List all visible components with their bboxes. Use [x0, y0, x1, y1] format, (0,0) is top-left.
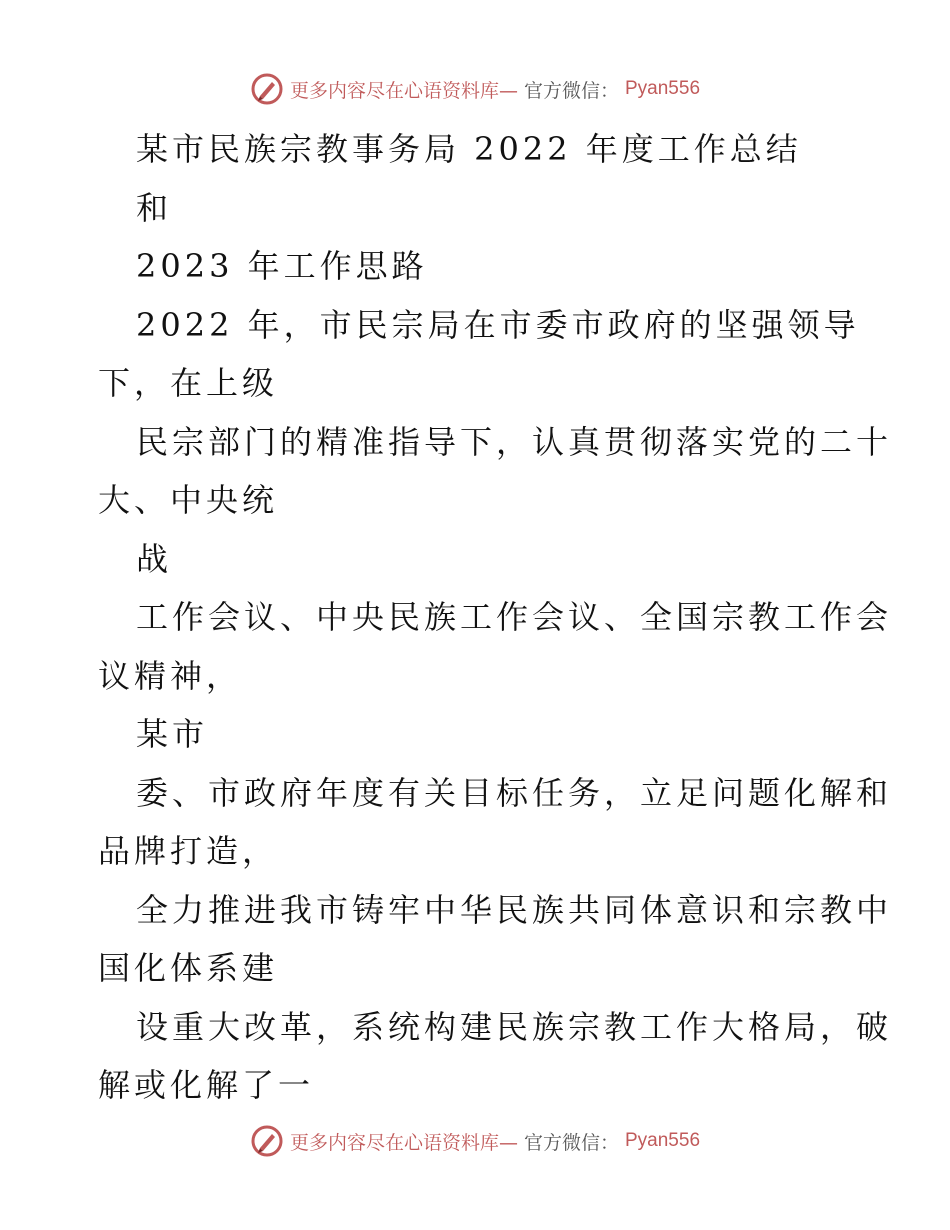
pen-logo-icon: [250, 1124, 284, 1158]
paragraph-line: 工作会议、中央民族工作会议、全国宗教工作会: [136, 598, 893, 636]
watermark-text: 更多内容尽在心语资料库—: [289, 1131, 518, 1154]
paragraph-line: 全力推进我市铸牢中华民族共同体意识和宗教中: [136, 890, 893, 929]
paragraph-line: 设重大改革，系统构建民族宗教工作大格局，破: [136, 1007, 893, 1046]
document-body: [98, 120, 893, 1115]
watermark-wechat-id: Pyan556: [625, 1130, 701, 1151]
watermark-wechat-id: Pyan556: [625, 78, 701, 99]
paragraph-line: 战: [136, 539, 173, 578]
paragraph-line: 国化体系建: [98, 949, 279, 987]
watermark-text: 更多内容尽在心语资料库—: [289, 79, 518, 102]
paragraph-line: 大、中央统: [98, 481, 279, 519]
paragraph-line: 解或化解了一: [98, 1066, 315, 1104]
pen-logo-icon: [250, 72, 284, 106]
watermark-wechat-label: 官方微信：: [523, 1131, 619, 1154]
footer-watermark: [0, 1124, 950, 1158]
paragraph-line: 2022 年，市民宗局在市委市政府的坚强领导: [136, 305, 860, 344]
paragraph-line: 议精神，: [98, 656, 243, 695]
paragraph-line: 民宗部门的精准指导下，认真贯彻落实党的二十: [136, 422, 893, 461]
document-title-line-2: 和: [136, 188, 173, 227]
document-title-line-3: 2023 年工作思路: [136, 247, 428, 285]
document-title-line-1: 某市民族宗教事务局 2022 年度工作总结: [136, 130, 802, 168]
watermark-wechat-label: 官方微信：: [523, 79, 619, 102]
paragraph-line: 品牌打造，: [98, 832, 279, 870]
paragraph-line: 某市: [136, 715, 209, 753]
paragraph-line: 下，在上级: [98, 364, 279, 402]
paragraph-line: 委、市政府年度有关目标任务，立足问题化解和: [136, 773, 893, 812]
header-watermark: [0, 72, 950, 106]
